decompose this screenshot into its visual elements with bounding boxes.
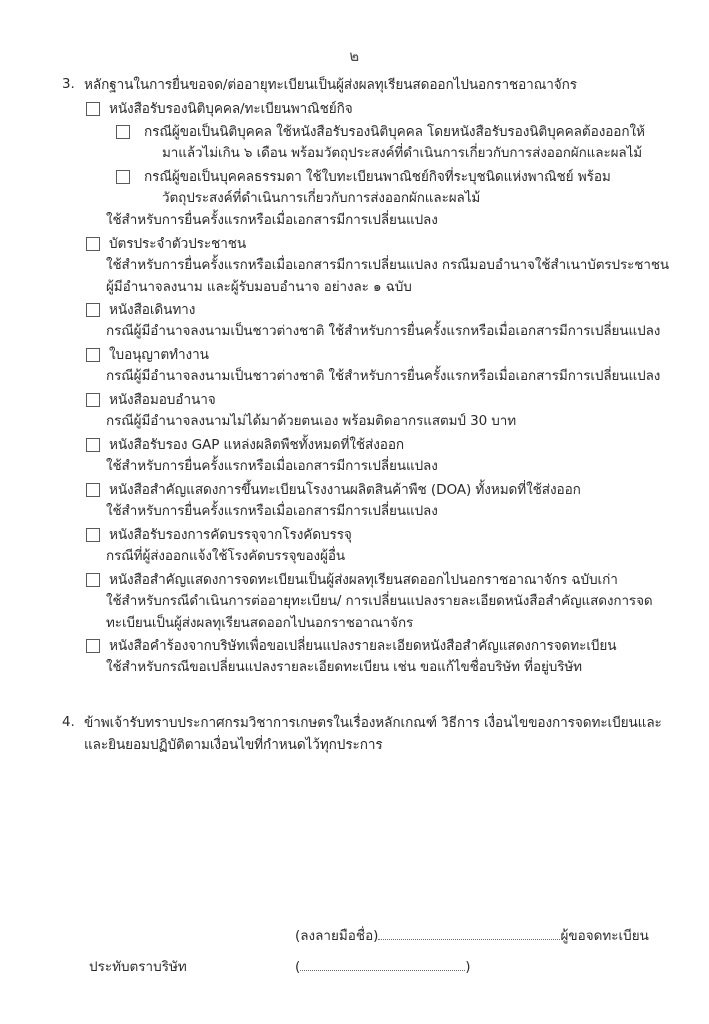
checkbox-label: หนังสือมอบอำนาจ [109, 392, 216, 409]
note-line: ผู้มีอำนาจลงนาม และผู้รับมอบอำนาจ อย่างละ ๑ ฉบับ [106, 278, 412, 295]
checkbox-label: หนังสือรับรองนิติบุคคล/ทะเบียนพาณิชย์กิจ [109, 101, 353, 118]
section-4-number: 4. [62, 715, 75, 731]
checkbox-label: หนังสือคำร้องจากบริษัทเพื่อขอเปลี่ยนแปลงรายละเอียดหนังสือสำคัญแสดงการจดทะเบียน [109, 638, 617, 655]
checkbox-row-national-id-card[interactable] [86, 233, 662, 255]
note-line: กรณีผู้มีอำนาจลงนามไม่ได้มาด้วยตนเอง พร้อมติดอากรแสตมป์ 30 บาท [106, 413, 517, 430]
signature-input-line[interactable] [378, 928, 560, 940]
checkbox-icon[interactable] [86, 483, 100, 497]
checkbox-row-gap-certificate[interactable] [86, 434, 662, 456]
note-line: มาแล้วไม่เกิน ๖ เดือน พร้อมวัตถุประสงค์ที่ดำเนินการเกี่ยวกับการส่งออกผักและผลไม้ [162, 145, 643, 162]
checkbox-label: หนังสือเดินทาง [109, 302, 196, 319]
note-line: ใช้สำหรับการยื่นครั้งแรกหรือเมื่อเอกสารมีการเปลี่ยนแปลง [106, 211, 438, 228]
checkbox-label: หนังสือสำคัญแสดงการขึ้นทะเบียนโรงงานผลิตสินค้าพืช (DOA) ทั้งหมดที่ใช้ส่งออก [109, 481, 581, 498]
section-4-heading-line: ข้าพเจ้ารับทราบประกาศกรมวิชาการเกษตรในเรื่องหลักเกณฑ์ วิธีการ เงื่อนไขของการจดทะเบียนและ [84, 715, 662, 732]
signature-prefix-label: (ลงลายมือชื่อ) [295, 928, 379, 944]
checkbox-icon[interactable] [86, 438, 100, 452]
printed-name-input-line[interactable] [300, 959, 465, 971]
signature-line [62, 925, 662, 948]
checkbox-row-old-registration-certificate[interactable] [86, 569, 662, 591]
checkbox-icon[interactable] [86, 573, 100, 587]
checkbox-label: หนังสือรับรองการคัดบรรจุจากโรงคัดบรรจุ [109, 526, 352, 543]
note-line: ใช้สำหรับการยื่นครั้งแรกหรือเมื่อเอกสารมีการเปลี่ยนแปลง [106, 502, 438, 519]
section-3-heading-line: หลักฐานในการยื่นขอจด/ต่ออายุทะเบียนเป็นผู้ส่งผลทุเรียนสดออกไปนอกราชอาณาจักร [84, 77, 577, 93]
note-line: ใช้สำหรับกรณีขอเปลี่ยนแปลงรายละเอียดทะเบียน เช่น ขอแก้ไขชื่อบริษัท ที่อยู่บริษัท [106, 659, 582, 676]
checkbox-icon[interactable] [86, 303, 100, 317]
note-line: กรณีผู้มีอำนาจลงนามเป็นชาวต่างชาติ ใช้สำหรับการยื่นครั้งแรกหรือเมื่อเอกสารมีการเปลี่ยนแปลง [106, 323, 661, 340]
checkbox-label: หนังสือสำคัญแสดงการจดทะเบียนเป็นผู้ส่งผลทุเรียนสดออกไปนอกราชอาณาจักร ฉบับเก่า [109, 571, 618, 588]
section-3-heading [62, 74, 662, 96]
checkbox-icon[interactable] [86, 237, 100, 251]
stamp-and-name-line [62, 956, 662, 979]
checkbox-row-power-of-attorney[interactable] [86, 389, 662, 411]
checkbox-label: ใบอนุญาตทำงาน [109, 347, 209, 364]
note-line: ใช้สำหรับการยื่นครั้งแรกหรือเมื่อเอกสารมีการเปลี่ยนแปลง กรณีมอบอำนาจใช้สำเนาบัตรประชาชน [106, 256, 670, 273]
checkbox-icon[interactable] [86, 348, 100, 362]
section-4-heading-line: และยินยอมปฏิบัติตามเงื่อนไขที่กำหนดไว้ทุกประการ [84, 737, 383, 754]
section-4-heading [62, 712, 662, 756]
note-line: ทะเบียนเป็นผู้ส่งผลทุเรียนสดออกไปนอกราชอาณาจักร [106, 614, 414, 631]
checkbox-icon[interactable] [86, 102, 100, 116]
signer-role-label: ผู้ขอจดทะเบียน [560, 928, 649, 944]
checkbox-icon[interactable] [116, 170, 130, 184]
checkbox-row-company-change-request[interactable] [86, 635, 662, 657]
section-4-text [84, 712, 662, 756]
note-line: ใช้สำหรับกรณีดำเนินการต่ออายุทะเบียน/ การเปลี่ยนแปลงรายละเอียดหนังสือสำคัญแสดงการจด [106, 592, 653, 609]
paren-close: ) [465, 958, 471, 975]
note-line: ใช้สำหรับการยื่นครั้งแรกหรือเมื่อเอกสารมีการเปลี่ยนแปลง [106, 458, 438, 475]
page-number: ๒ [349, 47, 360, 65]
checkbox-label: กรณีผู้ขอเป็นบุคคลธรรมดา ใช้ใบทะเบียนพาณิชย์กิจที่ระบุชนิดแห่งพาณิชย์ พร้อม [144, 168, 611, 185]
checkbox-label: กรณีผู้ขอเป็นนิติบุคคล ใช้หนังสือรับรองนิติบุคคล โดยหนังสือรับรองนิติบุคคลต้องออกให้ [144, 124, 645, 141]
company-stamp-label: ประทับตราบริษัท [89, 958, 187, 975]
checkbox-icon[interactable] [86, 639, 100, 653]
signature-block [62, 925, 662, 979]
checkbox-label: บัตรประจำตัวประชาชน [109, 235, 247, 252]
note-line: กรณีที่ผู้ส่งออกแจ้งใช้โรงคัดบรรจุของผู้อื่น [106, 547, 345, 564]
checkbox-row-packing-house-certificate[interactable] [86, 524, 662, 546]
checkbox-icon[interactable] [86, 528, 100, 542]
section-3-number: 3. [62, 77, 75, 92]
checkbox-row-juristic-person[interactable] [116, 121, 662, 143]
checkbox-icon[interactable] [116, 125, 130, 139]
note-line: กรณีผู้มีอำนาจลงนามเป็นชาวต่างชาติ ใช้สำหรับการยื่นครั้งแรกหรือเมื่อเอกสารมีการเปลี่ยนแปลง [106, 368, 661, 385]
checkbox-row-doa-factory-registration[interactable] [86, 479, 662, 501]
checkbox-row-natural-person[interactable] [116, 166, 662, 188]
section-3-text [84, 74, 662, 96]
document-content [62, 74, 670, 758]
paren-open: ( [295, 958, 301, 975]
checkbox-row-passport[interactable] [86, 299, 662, 321]
checkbox-label: หนังสือรับรอง GAP แหล่งผลิตพืชทั้งหมดที่ใช้ส่งออก [109, 437, 405, 453]
checkbox-icon[interactable] [86, 393, 100, 407]
note-line: วัตถุประสงค์ที่ดำเนินการเกี่ยวกับการส่งออกผักและผลไม้ [162, 189, 481, 206]
checkbox-row-work-permit[interactable] [86, 344, 662, 366]
checkbox-row-corporate-certificate[interactable] [86, 98, 662, 120]
